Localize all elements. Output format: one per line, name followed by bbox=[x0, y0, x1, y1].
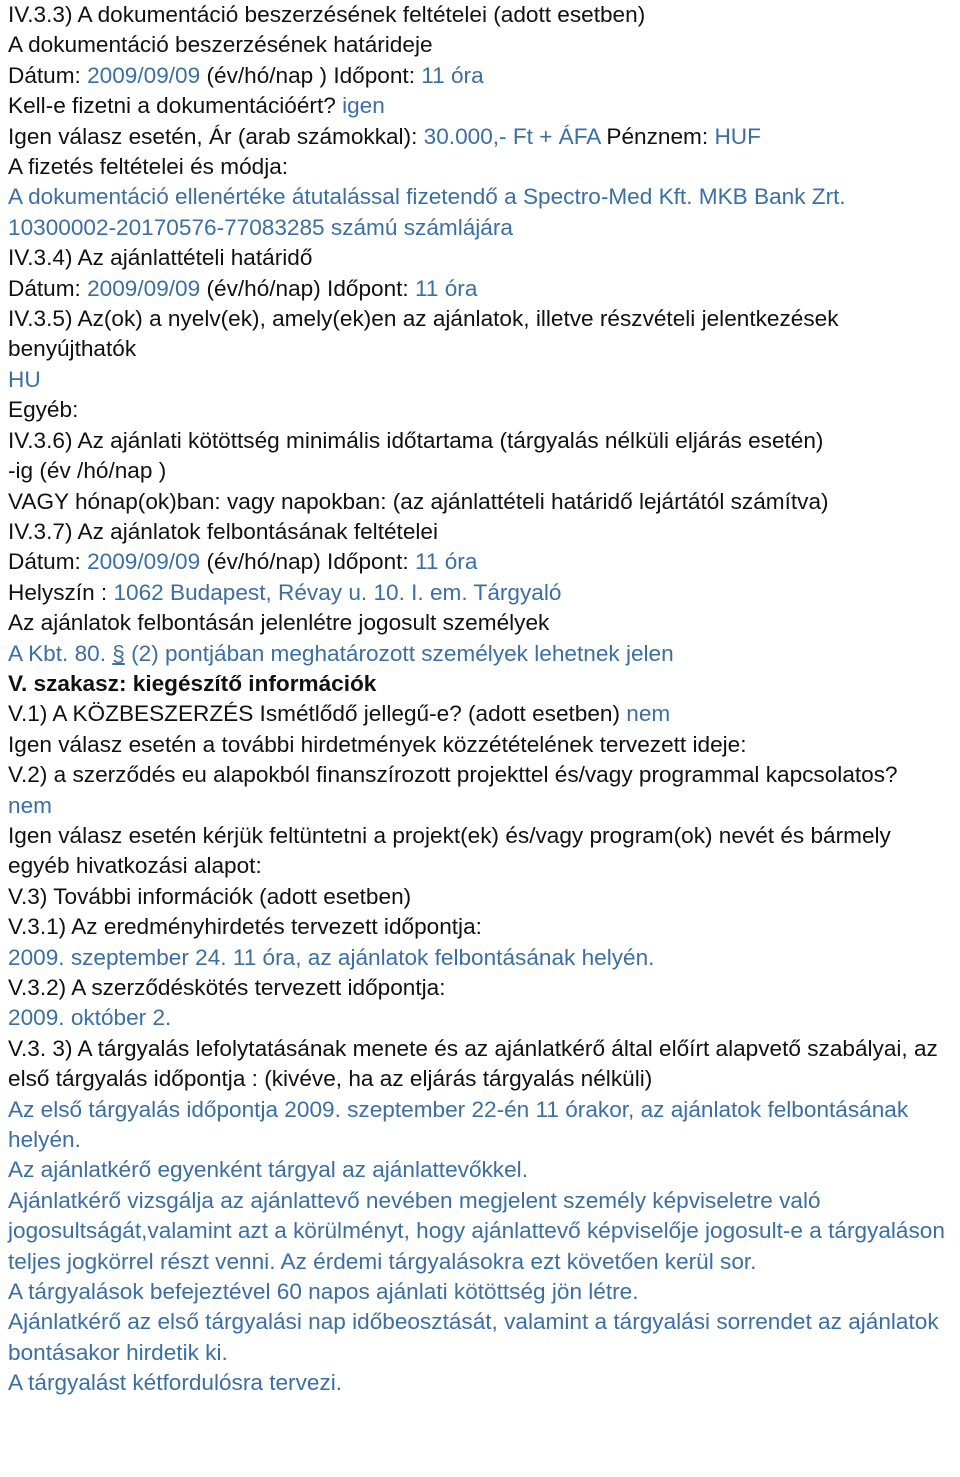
date-value: 2009/09/09 bbox=[87, 62, 201, 88]
price-line bbox=[8, 122, 952, 152]
section-v-heading: V. szakasz: kiegészítő információk bbox=[8, 670, 377, 696]
doc-deadline-label: A dokumentáció beszerzésének határideje bbox=[8, 32, 433, 58]
recurring-question: V.1) A KÖZBESZERZÉS Ismétlődő jellegű-e? (adott esetben) bbox=[8, 701, 627, 727]
section-iv-3-5-heading: IV.3.5) Az(ok) a nyelv(ek), amely(ek)en az ajánlatok, illetve részvételi jelentkezések benyújthatók bbox=[8, 306, 839, 362]
section-iv-3-4-heading: IV.3.4) Az ajánlattételi határidő bbox=[8, 245, 313, 271]
recurring-line bbox=[8, 699, 952, 729]
date-label: Dátum: bbox=[8, 549, 88, 575]
project-reference-label: Igen válasz esetén kérjük feltüntetni a projekt(ek) és/vagy program(ok) nevét és bármely egyéb hivatkozási alapot: bbox=[8, 822, 891, 879]
doc-deadline-line bbox=[8, 61, 952, 91]
negotiation-rule-4: Ajánlatkérő az első tárgyalási nap időbeosztását, valamint a tárgyalási sorrendet az ajánlatok bontásakor hirdetik ki. bbox=[8, 1309, 939, 1365]
attendees-value bbox=[8, 639, 952, 669]
time-label: (év/hó/nap ) Időpont: bbox=[200, 62, 422, 88]
section-v-3-3-heading: V.3. 3) A tárgyalás lefolytatásának menete és az ajánlatkérő által előírt alapvető szabályai, az első tárgyalás időpontja : (kivéve, ha az eljárás tárgyalás nélküli) bbox=[8, 1035, 938, 1092]
section-v-3-1-heading: V.3.1) Az eredményhirdetés tervezett időpontja: bbox=[8, 914, 482, 940]
result-date-value: 2009. szeptember 24. 11 óra, az ajánlatok felbontásának helyén. bbox=[8, 944, 655, 970]
payment-answer: igen bbox=[342, 93, 385, 119]
price-value: 30.000,- Ft + ÁFA bbox=[423, 123, 601, 149]
negotiation-rule-5: A tárgyalást kétfordulósra tervezi. bbox=[8, 1370, 343, 1396]
section-iv-3-3-heading: IV.3.3) A dokumentáció beszerzésének feltételei (adott esetben) bbox=[8, 2, 646, 27]
section-v-3-2-heading: V.3.2) A szerződéskötés tervezett időpontja: bbox=[8, 975, 446, 1000]
payment-terms-label: A fizetés feltételei és módja: bbox=[8, 154, 289, 180]
time-label: (év/hó/nap) Időpont: bbox=[200, 275, 415, 301]
currency-label: Pénznem: bbox=[600, 123, 715, 149]
bank-account-value: 10300002-20170576-77083285 számú számlájára bbox=[8, 214, 513, 240]
eu-funds-question: V.2) a szerződés eu alapokból finanszírozott projekttel és/vagy programmal kapcsolatos? bbox=[8, 762, 898, 788]
time-label: (év/hó/nap) Időpont: bbox=[200, 549, 415, 575]
location-label: Helyszín : bbox=[8, 579, 114, 605]
further-notices-label: Igen válasz esetén a további hirdetmények közzétételének tervezett ideje: bbox=[8, 731, 747, 757]
binding-period-months-line: VAGY hónap(ok)ban: vagy napokban: (az ajánlattételi határidő lejártától számítva) bbox=[8, 488, 829, 514]
payment-terms-value: A dokumentáció ellenértéke átutalással fizetendő a Spectro-Med Kft. MKB Bank Zrt. bbox=[8, 184, 846, 210]
location-line bbox=[8, 578, 952, 608]
eu-funds-answer: nem bbox=[8, 792, 52, 818]
negotiation-rule-1: Az ajánlatkérő egyenként tárgyal az ajánlattevőkkel. bbox=[8, 1157, 528, 1183]
recurring-answer: nem bbox=[626, 701, 671, 727]
payment-question: Kell-e fizetni a dokumentációért? bbox=[8, 93, 343, 119]
binding-period-date-line: -ig (év /hó/nap ) bbox=[8, 458, 167, 484]
tender-deadline-line bbox=[8, 274, 952, 304]
section-iv-3-6-heading: IV.3.6) Az ajánlati kötöttség minimális időtartama (tárgyalás nélküli eljárás esetén) bbox=[8, 427, 824, 453]
opening-date-line bbox=[8, 547, 952, 577]
date-label: Dátum: bbox=[8, 62, 88, 88]
attendees-value-start: A Kbt. 80. bbox=[8, 640, 113, 666]
date-label: Dátum: bbox=[8, 275, 88, 301]
section-iv-3-7-heading: IV.3.7) Az ajánlatok felbontásának feltételei bbox=[8, 518, 438, 544]
price-label: Igen válasz esetén, Ár (arab számokkal): bbox=[8, 123, 424, 149]
time-value: 11 óra bbox=[415, 275, 478, 301]
language-value: HU bbox=[8, 366, 41, 392]
currency-value: HUF bbox=[714, 123, 761, 149]
time-value: 11 óra bbox=[415, 549, 478, 575]
payment-required-line bbox=[8, 91, 952, 121]
time-value: 11 óra bbox=[421, 62, 484, 88]
first-negotiation-value: Az első tárgyalás időpontja 2009. szeptember 22-én 11 órakor, az ajánlatok felbontásának helyén. bbox=[8, 1096, 909, 1153]
section-sign-link[interactable]: § bbox=[112, 640, 125, 666]
negotiation-rule-3: A tárgyalások befejeztével 60 napos ajánlati kötöttség jön létre. bbox=[8, 1279, 639, 1305]
date-value: 2009/09/09 bbox=[87, 549, 201, 575]
contract-date-value: 2009. október 2. bbox=[8, 1005, 172, 1031]
attendees-label: Az ajánlatok felbontásán jelenlétre jogosult személyek bbox=[8, 610, 550, 636]
location-value: 1062 Budapest, Révay u. 10. I. em. Tárgyaló bbox=[113, 579, 562, 605]
date-value: 2009/09/09 bbox=[87, 275, 201, 301]
other-language-label: Egyéb: bbox=[8, 397, 79, 423]
attendees-value-end: (2) pontjában meghatározott személyek lehetnek jelen bbox=[124, 640, 674, 666]
negotiation-rule-2: Ajánlatkérő vizsgálja az ajánlattevő nevében megjelent személy képviseletre való jogosultságát,valamint azt a körülményt, hogy ajánlattevő képviselője jogosult-e a tárgyaláson teljes jogkörrel részt venni. Az érdemi tárgyalásokra ezt követően kerül sor. bbox=[8, 1187, 945, 1274]
section-v-3-heading: V.3) További információk (adott esetben) bbox=[8, 883, 412, 909]
